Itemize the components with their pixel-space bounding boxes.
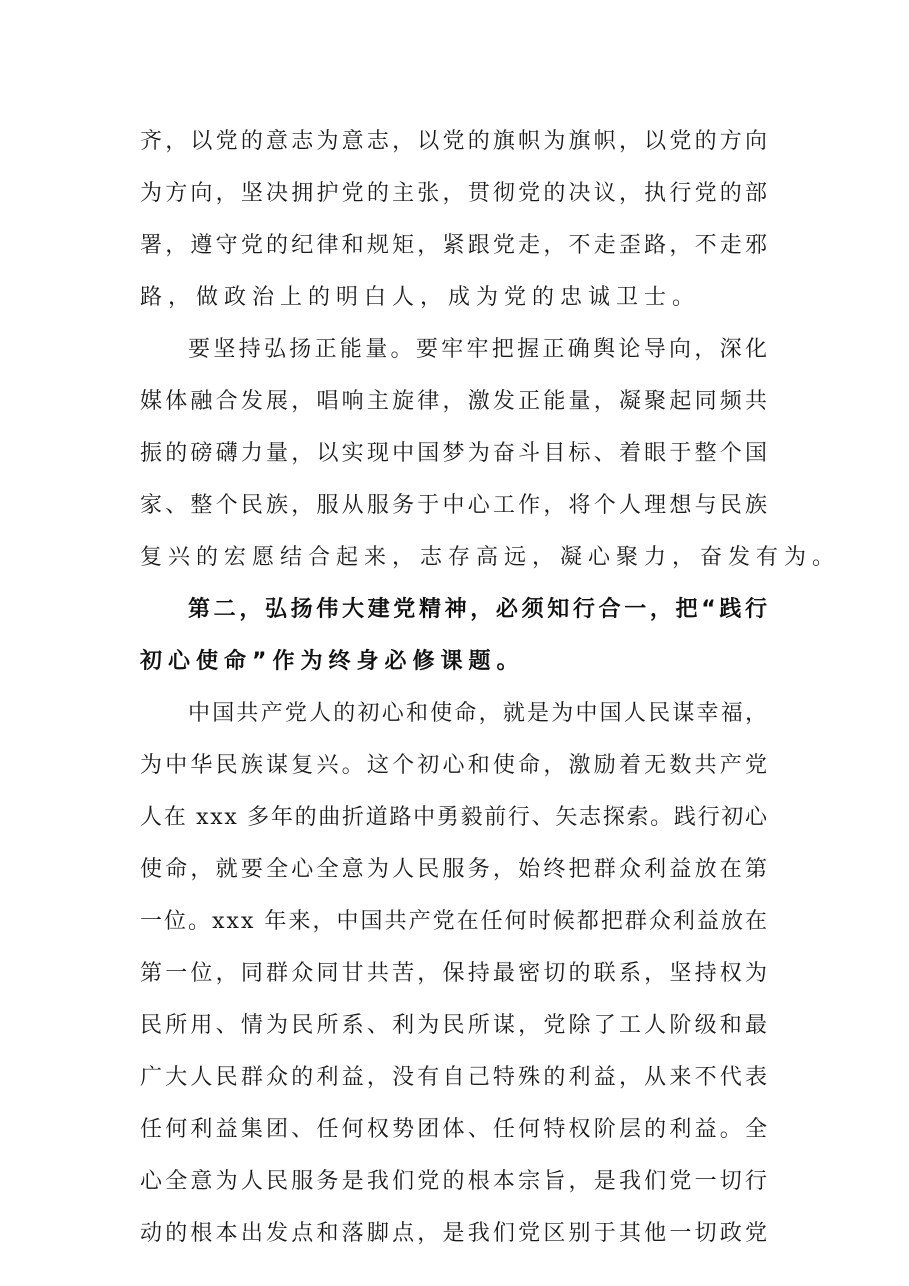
line-text: 齐，以党的意志为意志，以党的旗帜为旗帜，以党的方向 [140, 129, 771, 154]
text-line [0, 1212, 909, 1256]
text-line [0, 328, 909, 372]
text-line [0, 276, 909, 320]
text-line [0, 1004, 909, 1048]
line-text: 为方向，坚决拥护党的主张，贯彻党的决议，执行党的部 [140, 181, 771, 206]
line-text: 任何利益集团、任何权势团体、任何特权阶层的利益。全 [140, 1117, 771, 1142]
text-line [0, 692, 909, 736]
text-line [0, 120, 909, 164]
text-line [0, 796, 909, 840]
line-text: 中国共产党人的初心和使命，就是为中国人民谋幸福， [188, 701, 770, 726]
line-text: 广大人民群众的利益，没有自己特殊的利益，从来不代表 [140, 1065, 771, 1090]
text-line [0, 952, 909, 996]
section-heading-line [0, 588, 909, 632]
line-text: 使命，就要全心全意为人民服务，始终把群众利益放在第 [140, 857, 771, 882]
line-text: 复兴的宏愿结合起来，志存高远，凝心聚力，奋发有为。 [140, 545, 841, 570]
line-text: 家、整个民族，服从服务于中心工作，将个人理想与民族 [140, 493, 771, 518]
text-line [0, 536, 909, 580]
text-line [0, 484, 909, 528]
line-text: 媒体融合发展，唱响主旋律，激发正能量，凝聚起同频共 [140, 389, 771, 414]
line-text: 署，遵守党的纪律和规矩，紧跟党走，不走歪路，不走邪 [140, 233, 771, 258]
line-text: 民所用、情为民所系、利为民所谋，党除了工人阶级和最 [140, 1013, 771, 1038]
line-text: 心全意为人民服务是我们党的根本宗旨，是我们党一切行 [140, 1169, 771, 1194]
line-text: 为中华民族谋复兴。这个初心和使命，激励着无数共产党 [140, 753, 771, 778]
text-line [0, 172, 909, 216]
text-line [0, 380, 909, 424]
heading-text: 第二，弘扬伟大建党精神，必须知行合一，把“践行 [188, 597, 771, 622]
text-line [0, 1056, 909, 1100]
text-line [0, 744, 909, 788]
text-line [0, 1108, 909, 1152]
text-line [0, 432, 909, 476]
text-line [0, 224, 909, 268]
line-text: 要坚持弘扬正能量。要牢牢把握正确舆论导向，深化 [188, 337, 771, 362]
line-text: 路，做政治上的明白人，成为党的忠诚卫士。 [140, 285, 701, 310]
line-text: 一位。xxx 年来，中国共产党在任何时候都把群众利益放在 [140, 909, 770, 934]
text-line [0, 848, 909, 892]
line-text: 第一位，同群众同甘共苦，保持最密切的联系，坚持权为 [140, 961, 771, 986]
text-line [0, 1160, 909, 1204]
line-text: 振的磅礴力量，以实现中国梦为奋斗目标、着眼于整个国 [140, 441, 771, 466]
line-text: 人在 xxx 多年的曲折道路中勇毅前行、矢志探索。践行初心 [140, 805, 769, 830]
heading-text: 初心使命”作为终身必修课题。 [140, 649, 525, 674]
section-heading-line [0, 640, 909, 684]
text-line [0, 900, 909, 944]
line-text: 动的根本出发点和落脚点，是我们党区别于其他一切政党 [140, 1221, 771, 1246]
